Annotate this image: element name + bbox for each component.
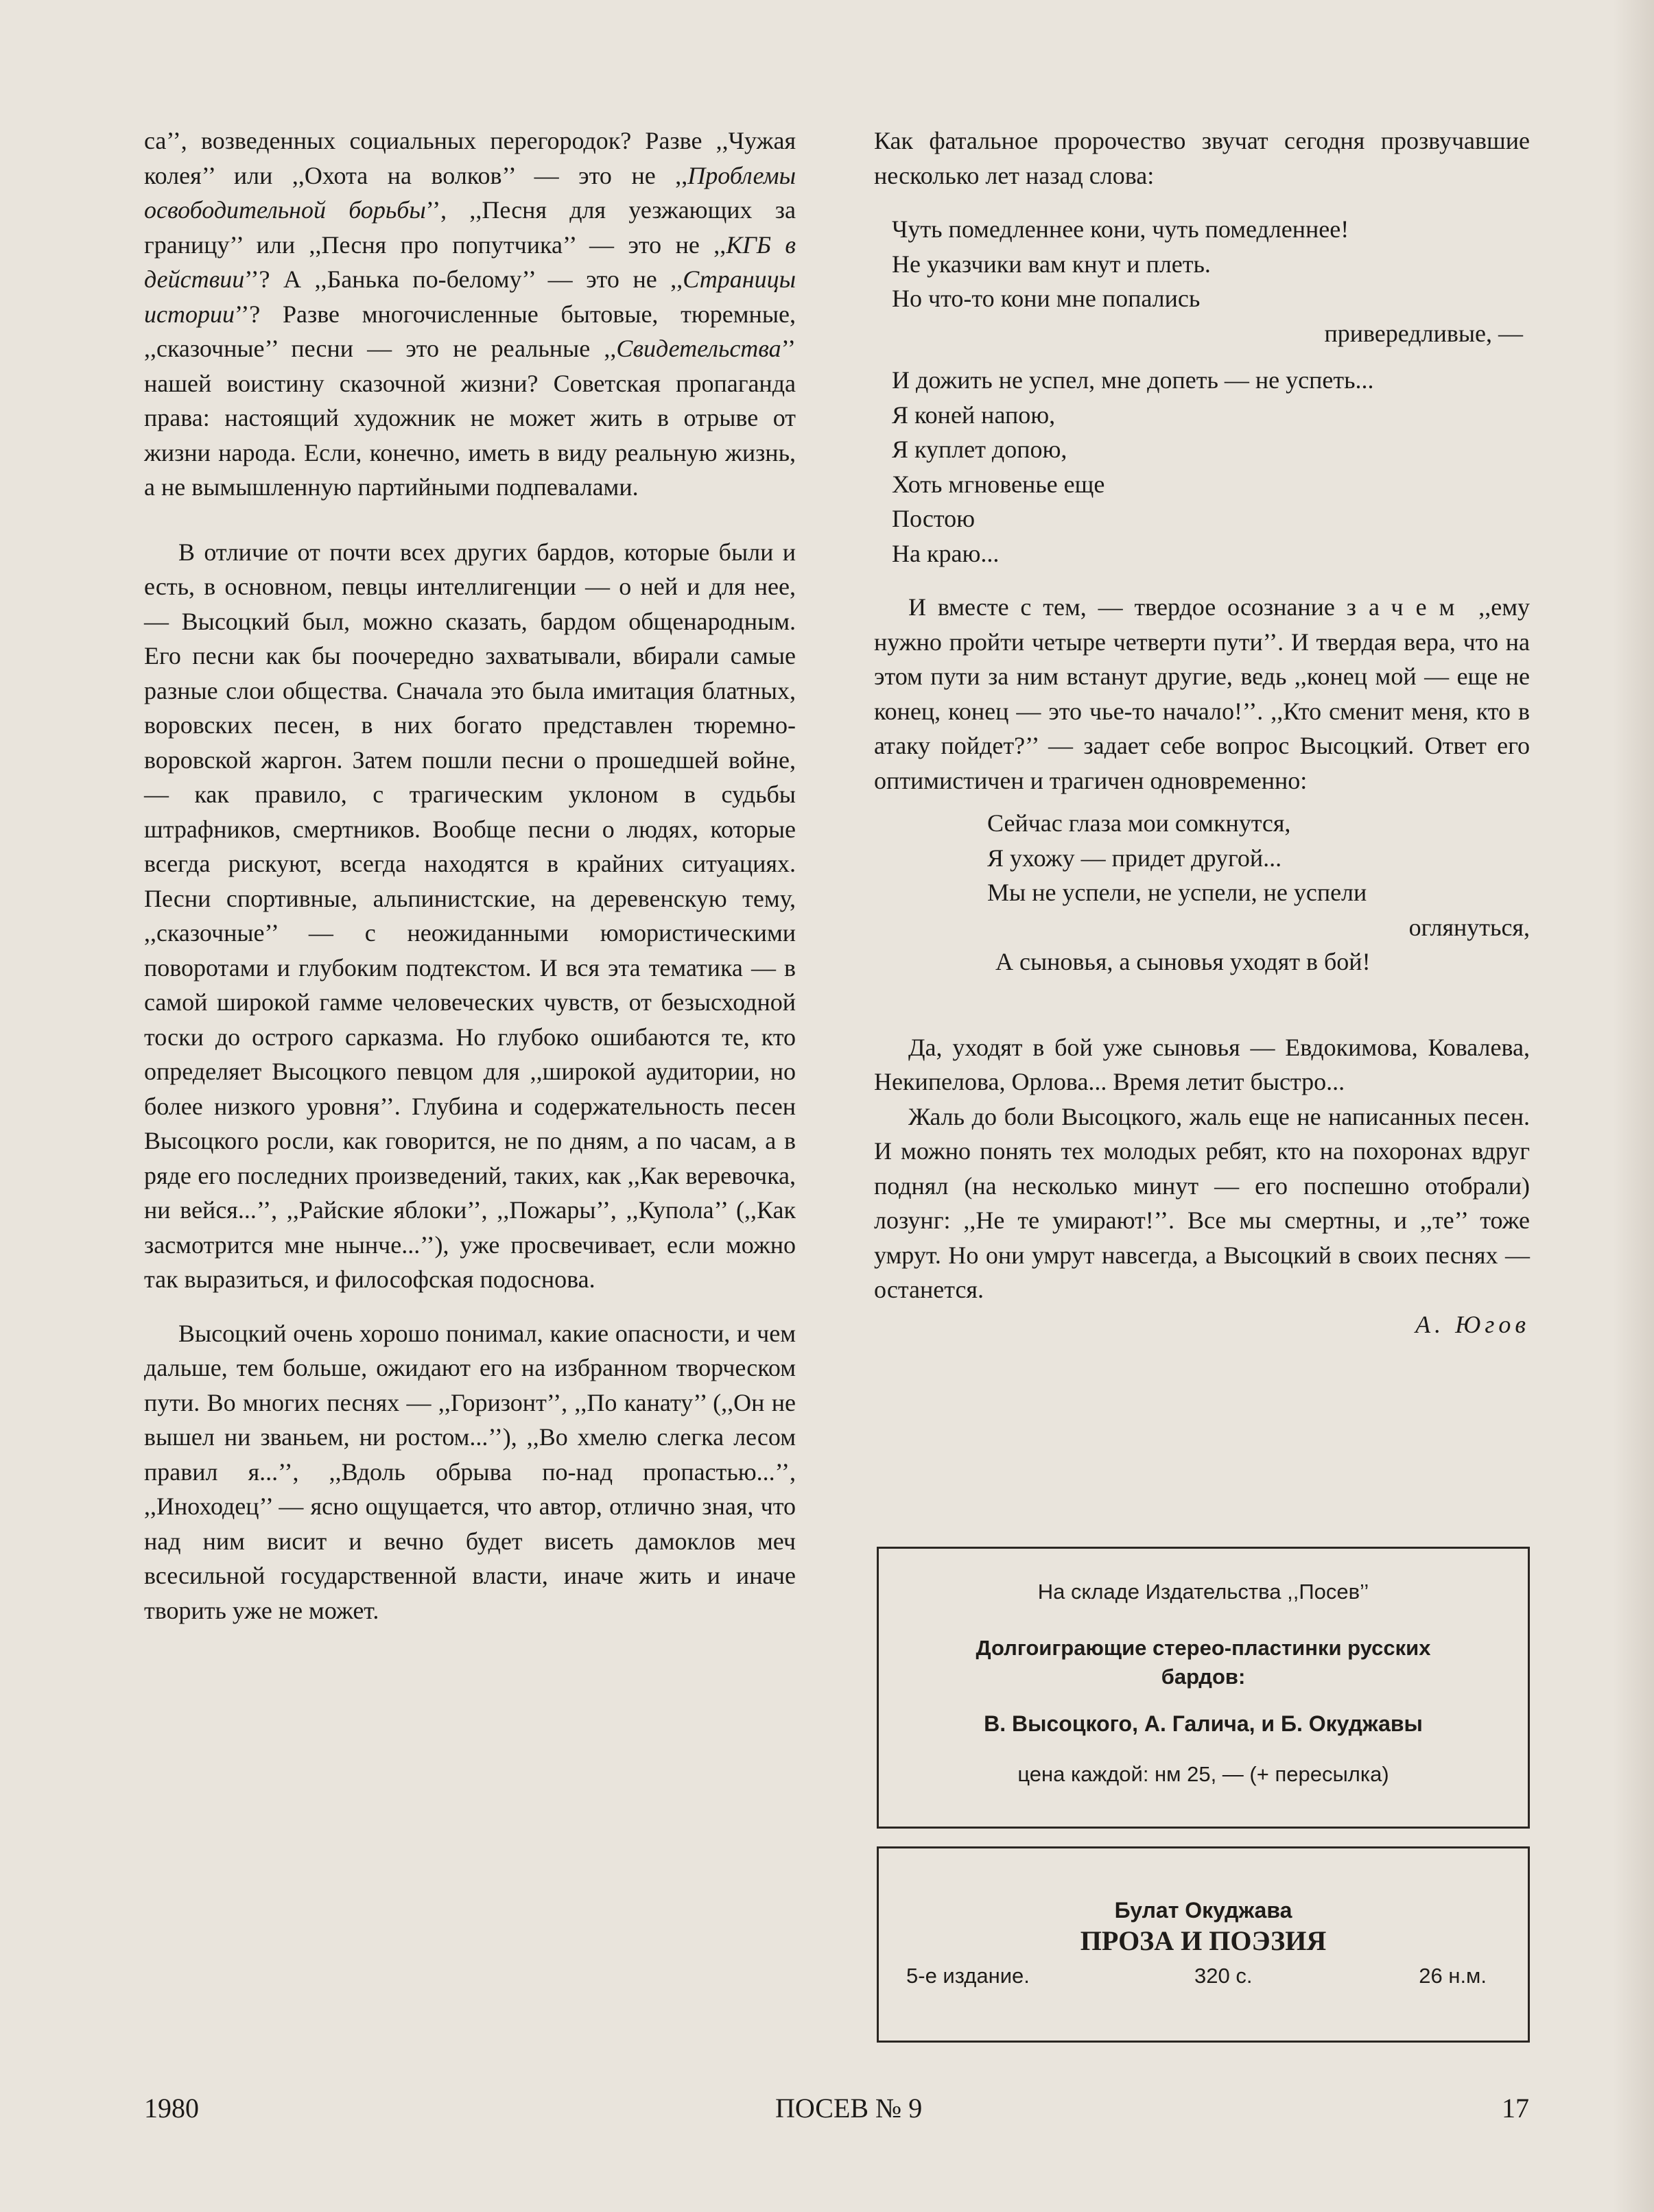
verse-line: А сыновья, а сыновья уходят в бой! — [995, 948, 1371, 975]
verse-line: Но что-то кони мне попались — [892, 285, 1201, 312]
verse-line: Сейчас глаза мои сомкнутся, — [987, 809, 1291, 837]
verse-kony — [874, 212, 1530, 571]
ad-bards-names: В. Высоцкого, А. Галича, и Б. Окуджавы — [984, 1711, 1423, 1736]
book-details-row — [879, 1964, 1528, 1997]
verse-line: Я ухожу — придет другой... — [987, 844, 1282, 872]
verse-line: Мы не успели, не успели, не успели — [987, 879, 1367, 906]
advertisement-book — [877, 1846, 1530, 2043]
verse-line: На краю... — [892, 539, 1000, 567]
page-edge-shadow — [1613, 0, 1654, 2212]
verse-line: Чуть помедленнее кони, чуть помедленнее! — [892, 215, 1349, 243]
paragraph-intro-continued — [144, 123, 796, 505]
verse-line: оглянуться, — [1408, 913, 1530, 941]
verse-line: привередливые, — — [1324, 319, 1523, 347]
book-author: Булат Окуджава — [1114, 1898, 1292, 1923]
verse-line: Не указчики вам кнут и плеть. — [892, 250, 1211, 278]
right-column — [874, 123, 1530, 1342]
paragraph-why-lead: И вместе с тем, — твердое осознание — [908, 593, 1347, 621]
page-number: 17 — [1502, 2093, 1529, 2124]
text-run: ’’? Разве многочисленные бытовые, тюремные, ,,сказочные’’ песни — это не реальные ,, — [144, 300, 796, 362]
book-price: 26 н.м. — [1419, 1964, 1487, 1988]
paragraph-prophecy-intro: Как фатальное пророчество звучат сегодня прозвучавшие несколько лет назад слова: — [874, 127, 1530, 189]
verse-line: Хоть мгновенье еще — [892, 470, 1105, 498]
paragraph-bard-of-people: В отличие от почти всех других бардов, которые были и есть, в основном, певцы интеллигенции — о ней и для нее, — Высоцкий был, можно сказать, бардом общенародным. Его песни как бы поочередно захватывали, вбирали самые разные слои общества. Сначала это была имитация блатных, воровских песен, в них богато представлен тюремно-воровской жаргон. Затем пошли песни о прошедшей войне, — как правило, с трагическим уклоном в судьбы штрафников, смертников. Вообще песни о людях, которые всегда рискуют, всегда находятся в крайних ситуациях. Песни спортивные, альпинистские, на деревенскую тему, ,,сказочные’’ — с неожиданными юмористическими поворотами и глубоким подтекстом. И вся эта тематика — в самой широкой гамме человеческих чувств, от безысходной тоски до острого сарказма. Но глубоко ошибаются те, кто определяет Высоцкого певцом для ,,широкой аудитории, но более низкого уровня’’. Глубина и содержательность песен Высоцкого росли, как говорится, не по дням, а по часам, а в ряде его последних произведений, таких, как ,,Как веревочка, ни вейся...’’, ,,Райские яблоки’’, ,,Пожары’’, ,,Купола’’ (,,Как засмотрится мне нынче...’’), уже просвечивает, если можно так выразиться, и философская подоснова. — [144, 538, 796, 1293]
paragraph-why — [874, 590, 1530, 798]
text-run: ’’ нашей воистину сказочной жизни? Советская пропаганда права: настоящий художник не может жить в отрыве от жизни народа. Если, конечно, иметь в виду реальную жизнь, а не вымышленную партийными подпевалами. — [144, 335, 796, 501]
verse-line: И дожить не успел, мне допеть — не успеть... — [892, 366, 1374, 394]
verse-line: Я куплет допою, — [892, 436, 1067, 463]
verse-line: Постою — [892, 505, 976, 532]
verse-line: Я коней напою, — [892, 401, 1056, 429]
spaced-word-zachem: зачем — [1346, 593, 1467, 621]
footer-year: 1980 — [144, 2093, 199, 2124]
ad-warehouse-line: На складе Издательства ,,Посев’’ — [1037, 1580, 1369, 1604]
paragraph-conclusion: Жаль до боли Высоцкого, жаль еще не написанных песен. И можно понять тех молодых ребят, кто на похоронах вдруг поднял (на несколько минут — его поспешно отобрали) лозунг: ,,Не те умирают!’’. Все мы смертны, и ,,те’’ тоже умрут. Но они умрут навсегда, а Высоцкий в своих песнях — останется. — [874, 1102, 1530, 1303]
paragraph-sons-go-to-battle: Да, уходят в бой уже сыновья — Евдокимова, Ковалева, Некипелова, Орлова... Время летит быстро... — [874, 1033, 1530, 1095]
author-signature: А. Югов — [1415, 1310, 1530, 1338]
text-run: са’’, возведенных социальных перегородок? Разве ,,Чужая колея’’ или ,,Охота на волков’’ — это не ,, — [144, 127, 796, 189]
italic-title: Проблемы освободительной борьбы — [144, 161, 796, 224]
italic-title: Страницы истории — [144, 265, 796, 328]
text-run: ’’? А ,,Банька по-белому’’ — это не ,, — [244, 265, 683, 293]
italic-title: Свидетельства — [616, 335, 781, 362]
text-run: ’’, ,,Песня для уезжающих за границу’’ или ,,Песня про попутчика’’ — это не ,, — [144, 196, 796, 259]
footer-magazine-issue: ПОСЕВ № 9 — [775, 2093, 923, 2124]
book-pages: 320 с. — [1194, 1964, 1253, 1988]
verse-synovya — [874, 806, 1530, 979]
paragraph-dangers: Высоцкий очень хорошо понимал, какие опасности, и чем дальше, тем больше, ожидают его на избранном творческом пути. Во многих песнях — ,,Горизонт’’, ,,По канату’’ (,,Он не вышел ни званьем, ни ростом...’’), ,,Во хмелю слегка лесом правил я...’’, ,,Вдоль обрыва по-над пропастью...’’, ,,Иноходец’’ — ясно ощущается, что автор, отлично зная, что над ним висит и вечно будет висеть дамоклов меч всесильной государственной власти, иначе жить и иначе творить уже не может. — [144, 1319, 796, 1624]
italic-title: КГБ в действии — [144, 230, 796, 293]
left-column — [144, 123, 796, 1628]
ad-price-line: цена каждой: нм 25, — (+ пересылка) — [1017, 1762, 1389, 1786]
advertisement-records — [877, 1547, 1530, 1829]
paragraph-why-rest: ,,ему нужно пройти четыре четверти пути’’. И твердая вера, что на этом пути за ним встанут другие, ведь ,,конец мой — еще не конец, конец — это чье-то начало!’’. ,,Кто сменит меня, кто в атаку пойдет?’’ — задает себе вопрос Высоцкий. Ответ его оптимистичен и трагичен одновременно: — [874, 593, 1530, 794]
ad-records-heading: Долгоиграющие стерео-пластинки русских бардов: — [976, 1636, 1431, 1689]
book-edition: 5-е издание. — [906, 1964, 1030, 1988]
book-title: ПРОЗА И ПОЭЗИЯ — [1080, 1925, 1327, 1956]
